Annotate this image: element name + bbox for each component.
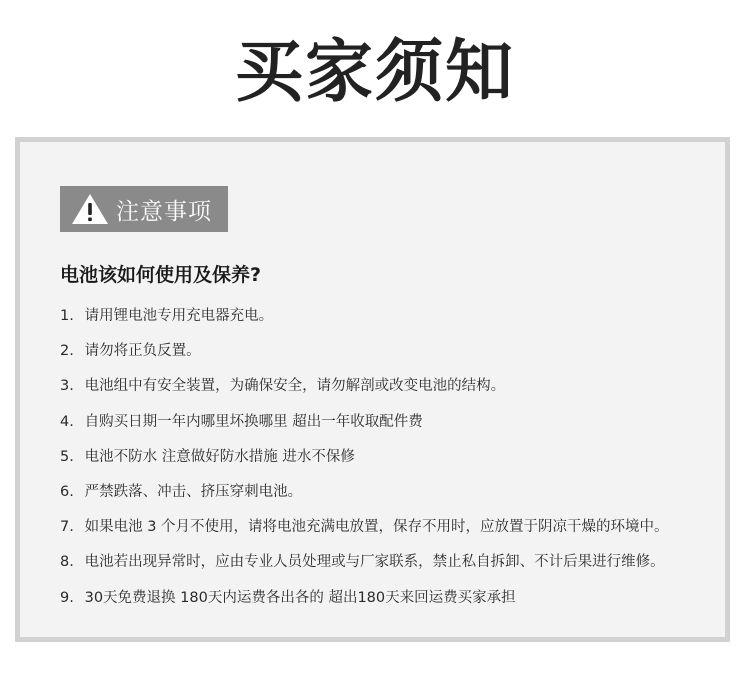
note-item [60,443,669,478]
note-item [60,372,669,407]
note-item [60,337,669,372]
notes-list [60,302,669,619]
note-number: 3. [60,378,74,395]
notice-badge [60,186,228,232]
note-number: 7. [60,519,74,536]
note-text: 电池不防水 注意做好防水措施 进水不保修 [84,448,355,465]
note-text: 电池组中有安全装置，为确保安全，请勿解剖或改变电池的结构。 [84,378,506,395]
note-text: 30天免费退换 180天内运费各出各的 超出180天来回运费买家承担 [84,589,516,606]
note-text: 请勿将正负反置。 [84,343,201,360]
page-title: 买家须知 [234,33,515,112]
note-number: 8. [60,554,74,571]
note-text: 严禁跌落、冲击、挤压穿刺电池。 [84,483,303,500]
note-text: 如果电池 3 个月不使用，请将电池充满电放置，保存不用时，应放置于阴凉干燥的环境中。 [84,519,669,536]
note-number: 9. [60,589,74,606]
note-item [60,478,669,513]
note-item [60,408,669,443]
note-item [60,302,669,337]
note-number: 1. [60,308,74,324]
warning-icon [70,192,110,226]
note-number: 6. [60,483,74,500]
note-number: 4. [60,413,74,430]
note-number: 5. [60,448,74,465]
note-item [60,584,669,619]
note-number: 2. [60,343,74,360]
note-text: 电池若出现异常时，应由专业人员处理或与厂家联系，禁止私自拆卸、不计后果进行维修。 [84,554,665,571]
note-item [60,513,669,548]
note-text: 请用锂电池专用充电器充电。 [84,308,274,324]
notice-label: 注意事项 [116,198,212,225]
note-text: 自购买日期一年内哪里坏换哪里 超出一年收取配件费 [84,413,423,430]
notice-panel [15,137,730,642]
note-item [60,548,669,583]
section-heading: 电池该如何使用及保养? [60,264,262,286]
